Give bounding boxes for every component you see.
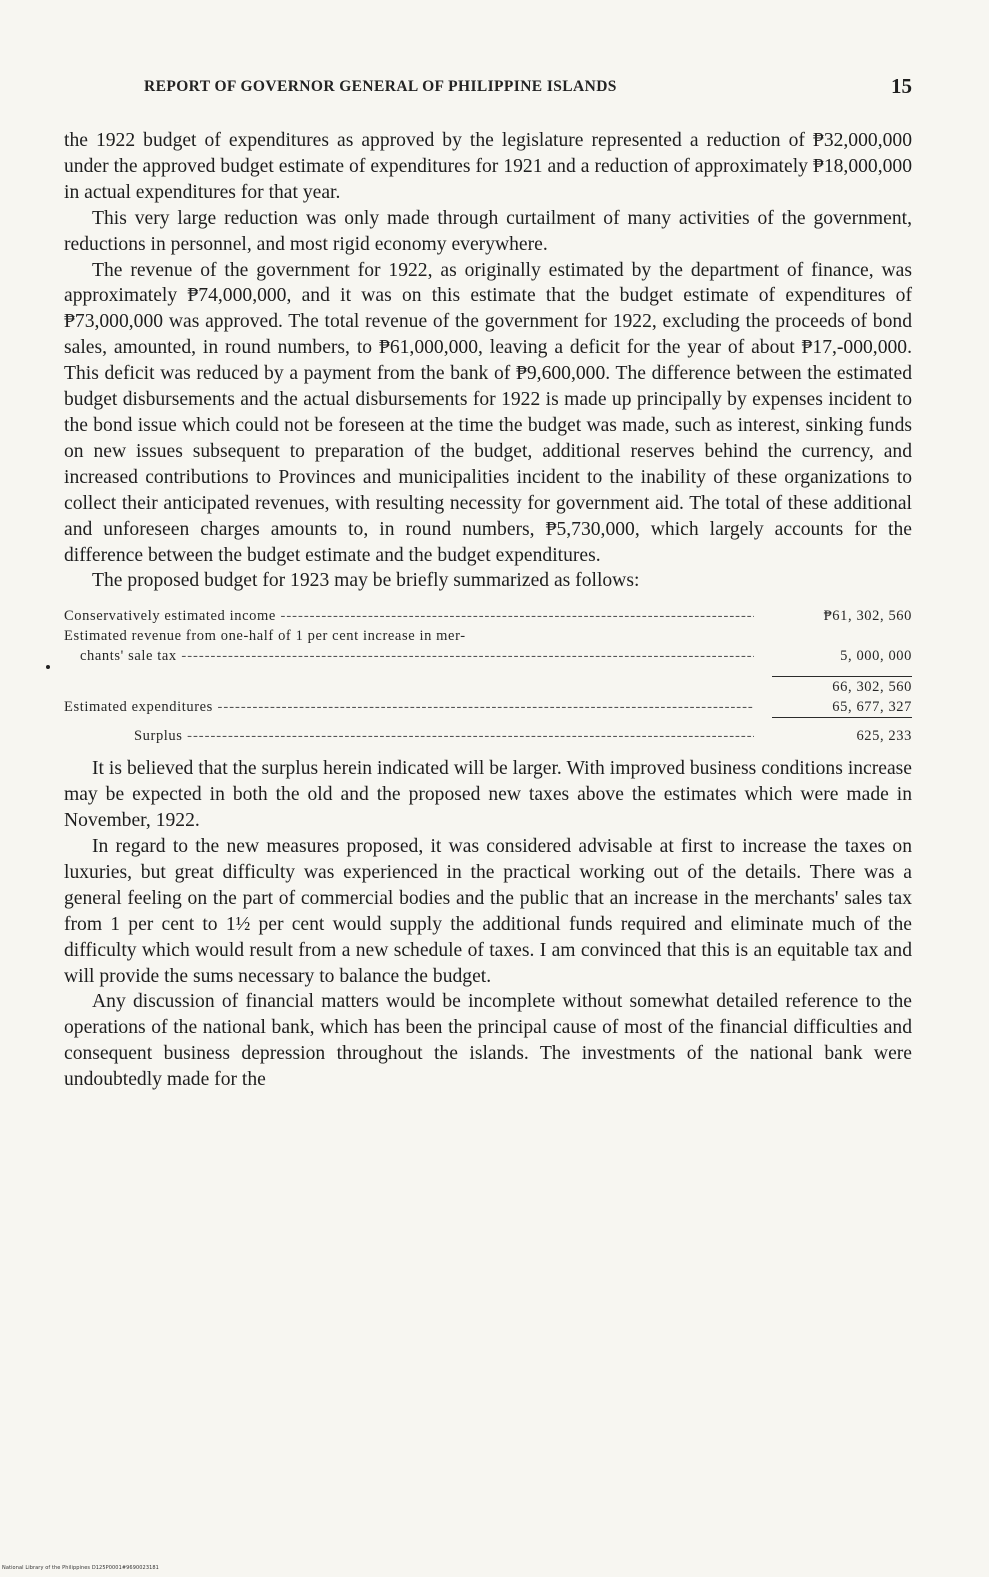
table-row-subtotal: [64, 677, 912, 697]
paragraph-proposed-budget: The proposed budget for 1923 may be briefly summarized as follows:: [92, 570, 640, 592]
page-number: 15: [891, 74, 912, 98]
paragraph-national-bank: Any discussion of financial matters would be incomplete without somewhat detailed reference to the operations of the national bank, which has been the principal cause of most of the financial difficulties and consequent business depression throughout the islands. The investments of the national bank were undoubtedly made for the: [64, 991, 912, 1091]
paragraph-revenue-1922: The revenue of the government for 1922, as originally estimated by the department of finance, was approximately ₱74,000,000, and it was on this estimate that the budget estimate of expenditures of ₱73,000,000 was approved. The total revenue of the government for 1922, excluding the proceeds of bond sales, amounted, in round numbers, to ₱61,000,000, leaving a deficit for the year of about ₱17,-000,000. This deficit was reduced by a payment from the bank of ₱9,600,000. The difference between the estimated budget disbursements and the actual disbursements for 1922 is made up principally by expenses incident to the bond issue which could not be foreseen at the time the budget was made, such as interest, sinking funds on new issues subsequent to preparation of the budget, additional reserves behind the currency, and increased contributions to Provinces and municipalities incident to the inability of these organizations to collect their anticipated revenues, with resulting necessity for government aid. The total of these additional and unforeseen charges amounts to, in round numbers, ₱5,730,000, which largely accounts for the difference between the budget estimate and the budget expenditures.: [64, 259, 912, 566]
surplus-label: Surplus -----: [64, 726, 754, 746]
revenue-label-line2: chants' sale tax -----: [64, 646, 754, 666]
expenditures-value: 65, 677, 327: [832, 699, 912, 716]
table-row-revenue-line2: [64, 646, 912, 666]
scan-speck: [46, 665, 50, 669]
running-title: REPORT OF GOVERNOR GENERAL OF PHILIPPINE ISLANDS: [144, 78, 617, 95]
expenditures-label: Estimated expenditures -----: [64, 697, 754, 717]
surplus-value: 625, 233: [856, 728, 912, 745]
income-value: ₱61, 302, 560: [823, 608, 912, 625]
revenue-value: 5, 000, 000: [840, 648, 912, 665]
body-text: [64, 128, 912, 1093]
budget-summary-table: [64, 606, 912, 746]
paragraph-new-measures: In regard to the new measures proposed, it was considered advisable at first to increase the taxes on luxuries, but great difficulty was experienced in the practical working out of the details. There was a general feeling on the part of commercial bodies and the public that an increase in the merchants' sales tax from 1 per cent to 1½ per cent would supply the additional funds required and eliminate much of the difficulty which would result from a new schedule of taxes. I am convinced that this is an equitable tax and will provide the sums necessary to balance the budget.: [64, 836, 912, 987]
page-header: [64, 76, 912, 102]
footer-credit: National Library of the Philippines D125P0001#9690023181: [2, 1565, 159, 1571]
table-row-income: [64, 606, 912, 626]
income-label: Conservatively estimated income -----: [64, 606, 754, 626]
paragraph-budget-reduction: the 1922 budget of expenditures as approved by the legislature represented a reduction of ₱32,000,000 under the approved budget estimate of expenditures for 1921 and a reduction of approximately ₱18,000,000 in actual expenditures for that year.: [64, 130, 912, 203]
paragraph-surplus-outlook: It is believed that the surplus herein indicated will be larger. With improved business conditions increase may be expected in both the old and the proposed new taxes above the estimates which were made in November, 1922.: [64, 758, 912, 832]
paragraph-curtailment: This very large reduction was only made through curtailment of many activities of the government, reductions in personnel, and most rigid economy everywhere.: [64, 207, 912, 255]
table-row-surplus: [64, 726, 912, 746]
table-row-expenditures: [64, 697, 912, 717]
table-row-revenue-line1: [64, 626, 912, 646]
revenue-label-line1: Estimated revenue from one-half of 1 per cent increase in mer-: [64, 628, 466, 645]
subtotal-value: 66, 302, 560: [832, 679, 912, 696]
